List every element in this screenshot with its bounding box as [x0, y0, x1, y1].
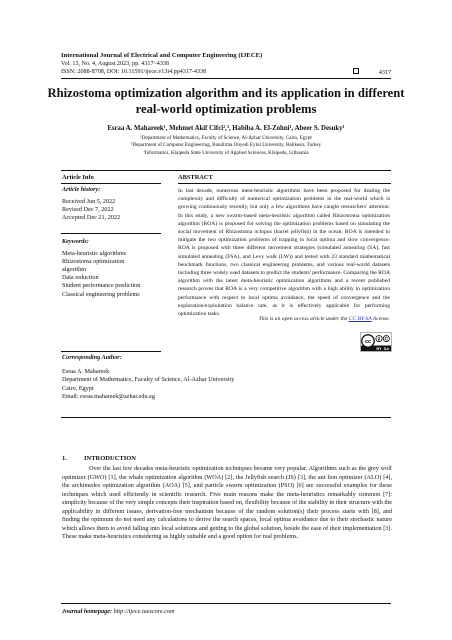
license-link[interactable]: CC BY-SA	[348, 316, 372, 322]
footer-rule	[61, 603, 391, 604]
corresponding-heading: Corresponding Author:	[62, 354, 122, 361]
sa-share-icon	[383, 336, 389, 342]
section-title: INTRODUCTION	[84, 455, 137, 462]
open-access-note	[178, 316, 390, 322]
header-divider	[61, 78, 391, 79]
info-right-rule	[178, 183, 391, 184]
corresponding-details	[62, 368, 392, 402]
keywords-rule	[61, 233, 161, 234]
affiliation: ³Informatics, Klaipeda State University of Applied Sciences, Klaipeda, Lithuania	[143, 149, 309, 156]
history-item: Received Jun 5, 2022	[62, 198, 116, 206]
corr-dept: Department of Mathematics, Faculty of Science, Al-Azhar University	[62, 376, 235, 384]
history-item: Revised Dec 7, 2022	[62, 206, 114, 214]
corr-city: Cairo, Egypt	[62, 384, 94, 392]
journal-header	[61, 52, 391, 77]
introduction-text: Over the last few decades meta-heuristic optimization techniques became very popular. Algorithms such as the grey wolf optimizer (GWO) [1], the whale optimization algorithm (WOA) [2], the Jellyfish search (JS) [3], the ant lion optimizer (ALO) [4], the archimedes optimization algorithm (AOA) [5], and particle swarm optimization (PSO) [6] are successful examples for these techniques which used efficiently in scientific research. Five main reasons make the meta-heuristics remarkably common [7]: simplicity because of the very simple concepts their inspiration based on, flexibility because of the stability in their structure with the applicability in different issues, derivation-free mechanism because of the random solution(s) their process starts with [8], and finding the optimum do not need any calculations to derive the search spaces, local optima avoidance due to their stochastic nature which allows them to avoid falling into local solutions and getting to the global solution, beside the ease of their implementation [3]. These make meta-heuristics considering as highly suitable and a good option for real problems.	[62, 465, 392, 540]
paper-title: Rhizostoma optimization algorithm and its application in different real-world optimization problems	[47, 86, 405, 116]
cc-by-label: BY	[376, 347, 382, 351]
keyword: Rhizostoma optimization	[62, 258, 125, 266]
article-info-heading: Article Info	[62, 174, 94, 181]
keyword: algorithm	[62, 266, 87, 274]
homepage-label: Journal homepage:	[62, 608, 114, 615]
cc-by-sa-badge[interactable]	[360, 332, 392, 352]
open-access-prefix: This is an open access article under the	[258, 316, 349, 322]
info-left-rule	[61, 183, 161, 184]
keywords-label: Keywords:	[62, 238, 89, 245]
keywords-block	[62, 238, 162, 299]
abstract-text: In last decade, numerous meta-heuristic algorithms have been proposed for dealing the complexity and difficulty of numerical optimization problems in the real-world which is growing continuously recently, but only a few algorithms have caught researchers' attention. In this study, a new swarm-based meta-heuristic algorithm called Rhizostoma optimization algorithm (ROA) is proposed for solving the optimization problems based on simulating the social movement of Rhizostoma octopus (barrel jellyfish) in the ocean. ROA is intended to mitigate the two optimization problems of trapping in local optima and slow convergence. ROA is proposed with three different movement strategies (simulated annealing (SA), fast simulated annealing (FSA), and Levy walk (LW)) and tested with 23 standard mathematical benchmark functions, two classical engineering problems, and various real-world datasets including three widely used datasets to predict the students' performance. Comparing the ROA algorithm with the latest meta-heuristic optimization algorithms and a recent published research proves that ROA is a very competitive algorithm with a high ability in optimization performance with respect to local optima avoidance, the speed of convergence and the exploration/exploitation balance rate, as it is effectively applicable for performing optimization tasks.	[178, 188, 390, 318]
keyword: Student performance prediction	[62, 282, 141, 290]
affiliation: ²Department of Computer Engineering, Bandirma Onyedi Eylul University, Balikesir, Turkey	[130, 142, 322, 149]
homepage-url[interactable]: http://ijece.iaescore.com	[113, 608, 175, 615]
info-top-rule	[61, 170, 391, 171]
section-number: 1.	[62, 455, 67, 462]
affiliation: ¹Department of Mathematics, Faculty of Science, Al-Azhar University, Cairo, Egypt	[140, 135, 312, 141]
issn-line: ISSN: 2088-8708, DOI: 10.11591/ijece.v13i4.pp4317-4338	[61, 69, 207, 76]
history-item: Accepted Dec 21, 2022	[62, 214, 121, 222]
volume-line: Vol. 13, No. 4, August 2023, pp. 4317~4338	[61, 61, 169, 68]
keyword: Meta-heuristic algorithms	[62, 250, 127, 258]
history-label: Article history:	[62, 186, 101, 193]
author-list: Esraa A. Mahareek¹, Mehmet Akif Cifci²,³, Habiba A. El-Zohni¹, Abeer S. Desuky¹	[107, 125, 345, 132]
square-icon	[353, 68, 359, 74]
page-number: 4317	[378, 70, 391, 77]
cc-sa-label: SA	[383, 347, 389, 351]
abstract-heading: ABSTRACT	[178, 174, 213, 181]
keyword: Data reduction	[62, 274, 99, 282]
corr-rule-bottom	[61, 417, 391, 418]
corr-email: Email: esraa.mahareek@azhar.edu.eg	[62, 393, 155, 401]
journal-homepage	[62, 608, 175, 615]
open-access-suffix: license.	[371, 316, 390, 322]
journal-name: International Journal of Electrical and Computer Engineering (IJECE)	[61, 52, 263, 59]
corr-rule-top	[61, 351, 161, 352]
corr-name: Esraa A. Mahareek	[62, 368, 110, 375]
article-history	[62, 186, 162, 222]
cc-icon-letters: cc	[364, 339, 372, 345]
keyword: Classical engineering problems	[62, 290, 140, 298]
affiliations	[40, 135, 412, 157]
section-heading	[62, 455, 136, 462]
